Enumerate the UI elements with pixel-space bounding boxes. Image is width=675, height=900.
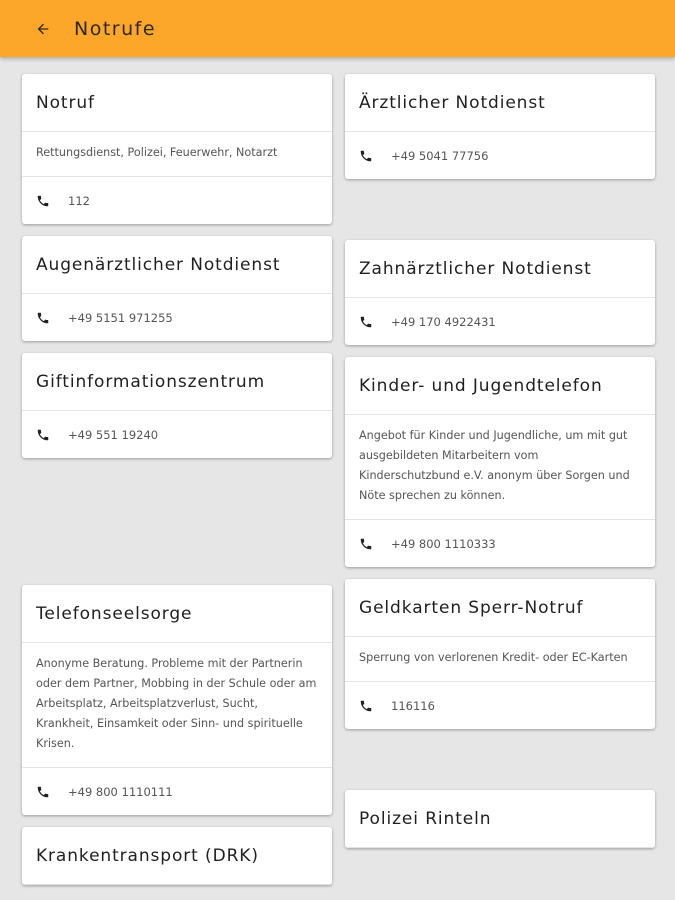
card-description: Rettungsdienst, Polizei, Feuerwehr, Notarzt [22, 132, 332, 177]
phone-icon [359, 314, 375, 330]
spacer [345, 191, 655, 240]
right-column [345, 74, 655, 860]
card-description: Anonyme Beratung. Probleme mit der Partnerin oder dem Partner, Mobbing in der Schule oder am Arbeitsplatz, Arbeitsplatzverlust, Sucht, Krankheit, Einsamkeit oder Sinn- und spirituelle Krisen. [22, 643, 332, 768]
arrow-left-icon [35, 21, 51, 37]
left-column [22, 74, 332, 897]
phone-number: +49 800 1110333 [391, 536, 496, 551]
card-title: Krankentransport (DRK) [22, 827, 332, 885]
phone-icon [36, 784, 52, 800]
phone-number: 112 [68, 193, 90, 208]
card-kinder-jugendtelefon [345, 357, 655, 567]
card-augenaerztlicher-notdienst [22, 236, 332, 341]
card-title: Augenärztlicher Notdienst [22, 236, 332, 294]
back-button[interactable] [28, 14, 58, 44]
card-polizei-rinteln [345, 790, 655, 848]
card-description: Angebot für Kinder und Jugendliche, um mit gut ausgebildeten Mitarbeitern vom Kinderschutzbund e.V. anonym über Sorgen und Nöte sprechen zu können. [345, 415, 655, 520]
phone-row[interactable] [345, 682, 655, 729]
phone-number: +49 5151 971255 [68, 310, 173, 325]
card-title: Giftinformationszentrum [22, 353, 332, 411]
phone-number: +49 170 4922431 [391, 314, 496, 329]
card-telefonseelsorge [22, 585, 332, 815]
app-bar [0, 0, 675, 57]
card-giftinformationszentrum [22, 353, 332, 458]
phone-row[interactable] [22, 294, 332, 341]
phone-icon [36, 310, 52, 326]
phone-icon [36, 427, 52, 443]
card-title: Notruf [22, 74, 332, 132]
card-title: Polizei Rinteln [345, 790, 655, 848]
phone-row[interactable] [345, 298, 655, 345]
phone-icon [359, 148, 375, 164]
card-zahnaerztlicher-notdienst [345, 240, 655, 345]
card-notruf [22, 74, 332, 224]
phone-icon [36, 193, 52, 209]
card-title: Ärztlicher Notdienst [345, 74, 655, 132]
card-description: Sperrung von verlorenen Kredit- oder EC-Karten [345, 637, 655, 682]
phone-row[interactable] [22, 177, 332, 224]
card-title: Kinder- und Jugendtelefon [345, 357, 655, 415]
phone-icon [359, 536, 375, 552]
phone-row[interactable] [22, 768, 332, 815]
phone-number: +49 800 1110111 [68, 784, 173, 799]
phone-number: +49 5041 77756 [391, 148, 489, 163]
phone-row[interactable] [22, 411, 332, 458]
card-krankentransport [22, 827, 332, 885]
card-aerztlicher-notdienst [345, 74, 655, 179]
phone-row[interactable] [345, 132, 655, 179]
spacer [345, 741, 655, 790]
phone-icon [359, 698, 375, 714]
spacer [22, 470, 332, 585]
card-title: Geldkarten Sperr-Notruf [345, 579, 655, 637]
card-title: Zahnärztlicher Notdienst [345, 240, 655, 298]
card-geldkarten-sperr-notruf [345, 579, 655, 729]
phone-row[interactable] [345, 520, 655, 567]
phone-number: +49 551 19240 [68, 427, 159, 442]
card-title: Telefonseelsorge [22, 585, 332, 643]
page-title: Notrufe [74, 17, 157, 40]
phone-number: 116116 [391, 698, 435, 713]
